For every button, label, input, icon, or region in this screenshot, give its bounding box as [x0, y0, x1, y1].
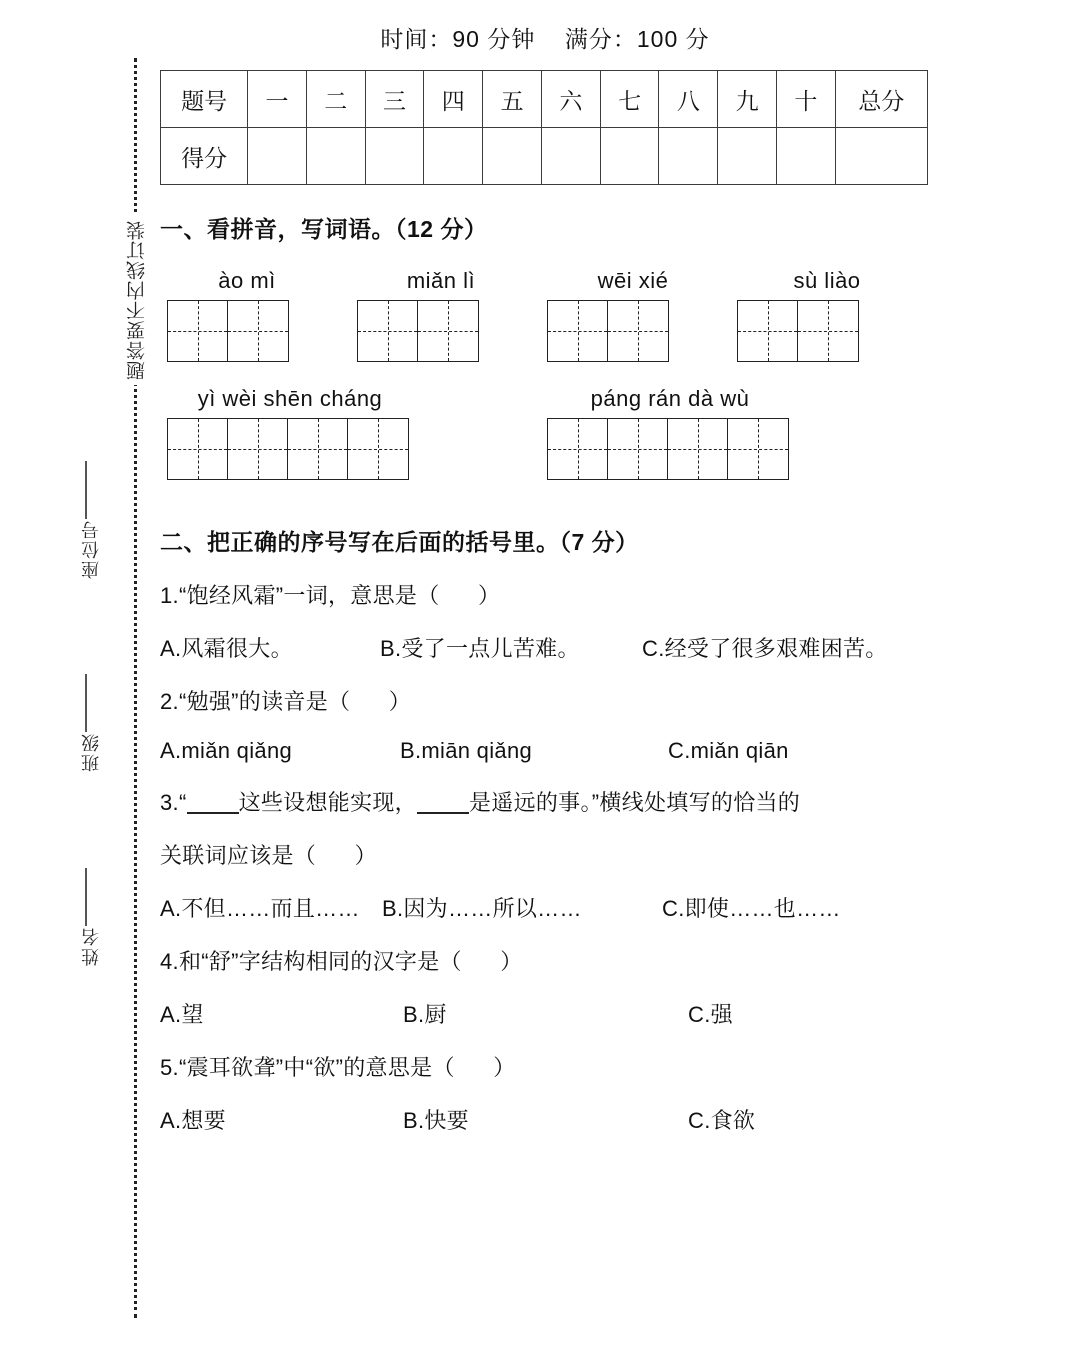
question-5-options [160, 1104, 930, 1135]
score-cell-10[interactable] [777, 128, 836, 185]
binding-warning-text: 题答要不内线订装 [124, 215, 150, 385]
grid-cell[interactable] [228, 419, 288, 479]
grid-cell[interactable] [548, 301, 608, 361]
score-cell-total[interactable] [835, 128, 927, 185]
question-5-option-c[interactable]: C.食欲 [688, 1108, 756, 1133]
pinyin-labels-row-1 [160, 268, 930, 294]
score-table [160, 70, 928, 185]
question-3-option-c[interactable]: C.即使……也…… [662, 896, 841, 921]
table-row-question-numbers [161, 71, 928, 128]
question-4-option-c[interactable]: C.强 [688, 1002, 733, 1027]
class-label: 班级 [81, 732, 101, 772]
question-3-stem [160, 786, 930, 817]
col-header-5: 五 [483, 71, 542, 128]
question-3-stem-part2: 这些设想能实现， [238, 790, 417, 815]
writing-grids-row-2 [160, 418, 930, 480]
question-1-option-a[interactable]: A.风霜很大。 [160, 636, 293, 661]
seat-number-field[interactable] [78, 455, 108, 579]
section-title-1: 一、看拼音，写词语。（12 分） [160, 216, 488, 242]
exam-content [160, 0, 930, 1135]
pinyin-label-1: ào mì [218, 268, 276, 293]
writing-grid-4[interactable] [737, 300, 859, 362]
name-blank[interactable] [85, 868, 87, 926]
question-1-options [160, 632, 930, 663]
col-header-1: 一 [248, 71, 307, 128]
score-cell-4[interactable] [424, 128, 483, 185]
grid-cell[interactable] [418, 301, 478, 361]
score-cell-6[interactable] [541, 128, 600, 185]
question-4-option-b[interactable]: B.厨 [403, 1002, 447, 1027]
pinyin-labels-row-2 [160, 386, 930, 412]
score-cell-7[interactable] [600, 128, 659, 185]
class-blank[interactable] [85, 674, 87, 732]
grid-cell[interactable] [288, 419, 348, 479]
exam-info-line: 时间：90 分钟 满分：100 分 [380, 26, 710, 52]
row-label-question-number: 题号 [161, 71, 248, 128]
col-header-6: 六 [541, 71, 600, 128]
question-3-options [160, 892, 930, 923]
question-3-stem-part1: 3.“ [160, 790, 187, 815]
pinyin-label-4: sù liào [793, 268, 861, 293]
question-4-stem: 4.和“舒”字结构相同的汉字是（ ） [160, 949, 523, 974]
writing-grid-6[interactable] [547, 418, 789, 480]
score-cell-2[interactable] [306, 128, 365, 185]
grid-cell[interactable] [608, 301, 668, 361]
question-2-option-b[interactable]: B.miān qiǎng [400, 738, 533, 763]
question-3-stem-part3: 是遥远的事。”横线处填写的恰当的 [468, 790, 801, 815]
question-3-stem-continued: 关联词应该是（ ） [160, 843, 377, 868]
score-cell-9[interactable] [718, 128, 777, 185]
grid-cell[interactable] [358, 301, 418, 361]
question-1-option-b[interactable]: B.受了一点儿苦难。 [380, 636, 580, 661]
question-3-blank-1[interactable] [187, 812, 239, 814]
col-header-total: 总分 [835, 71, 927, 128]
writing-grid-1[interactable] [167, 300, 289, 362]
writing-grid-2[interactable] [357, 300, 479, 362]
name-label: 姓名 [81, 926, 101, 966]
writing-grids-row-1 [160, 300, 930, 362]
col-header-7: 七 [600, 71, 659, 128]
question-5-option-b[interactable]: B.快要 [403, 1108, 469, 1133]
section-title-2: 二、把正确的序号写在后面的括号里。（7 分） [160, 529, 639, 555]
writing-grid-5[interactable] [167, 418, 409, 480]
question-5-option-a[interactable]: A.想要 [160, 1108, 226, 1133]
col-header-2: 二 [306, 71, 365, 128]
question-5-stem: 5.“震耳欲聋”中“欲”的意思是（ ） [160, 1055, 516, 1080]
question-3-option-b[interactable]: B.因为……所以…… [382, 896, 582, 921]
grid-cell[interactable] [228, 301, 288, 361]
col-header-4: 四 [424, 71, 483, 128]
grid-cell[interactable] [168, 301, 228, 361]
question-2-option-c[interactable]: C.miǎn qiān [668, 738, 789, 763]
grid-cell[interactable] [668, 419, 728, 479]
grid-cell[interactable] [548, 419, 608, 479]
pinyin-label-3: wēi xié [597, 268, 669, 293]
score-cell-8[interactable] [659, 128, 718, 185]
grid-cell[interactable] [798, 301, 858, 361]
pinyin-label-6: páng rán dà wù [590, 386, 750, 411]
seat-number-label: 座位号 [81, 519, 101, 579]
question-4-option-a[interactable]: A.望 [160, 1002, 204, 1027]
class-field[interactable] [78, 668, 108, 772]
question-4-options [160, 998, 930, 1029]
col-header-9: 九 [718, 71, 777, 128]
grid-cell[interactable] [738, 301, 798, 361]
pinyin-label-5: yì wèi shēn cháng [197, 386, 383, 411]
table-row-scores [161, 128, 928, 185]
question-1-option-c[interactable]: C.经受了很多艰难困苦。 [642, 636, 888, 661]
question-2-options [160, 738, 930, 764]
pinyin-label-2: miǎn lì [406, 268, 476, 293]
score-cell-3[interactable] [365, 128, 424, 185]
seat-number-blank[interactable] [85, 461, 87, 519]
col-header-10: 十 [777, 71, 836, 128]
question-3-option-a[interactable]: A.不但……而且…… [160, 896, 360, 921]
writing-grid-3[interactable] [547, 300, 669, 362]
question-2-option-a[interactable]: A.miǎn qiǎng [160, 738, 293, 763]
grid-cell[interactable] [348, 419, 408, 479]
score-cell-1[interactable] [248, 128, 307, 185]
grid-cell[interactable] [728, 419, 788, 479]
row-label-score: 得分 [161, 128, 248, 185]
question-2-stem: 2.“勉强”的读音是（ ） [160, 689, 412, 714]
score-cell-5[interactable] [483, 128, 542, 185]
name-field[interactable] [78, 862, 108, 966]
col-header-3: 三 [365, 71, 424, 128]
binding-margin [0, 0, 150, 1347]
col-header-8: 八 [659, 71, 718, 128]
grid-cell[interactable] [168, 419, 228, 479]
question-1-stem: 1.“饱经风霜”一词，意思是（ ） [160, 583, 501, 608]
question-3-blank-2[interactable] [417, 812, 469, 814]
grid-cell[interactable] [608, 419, 668, 479]
